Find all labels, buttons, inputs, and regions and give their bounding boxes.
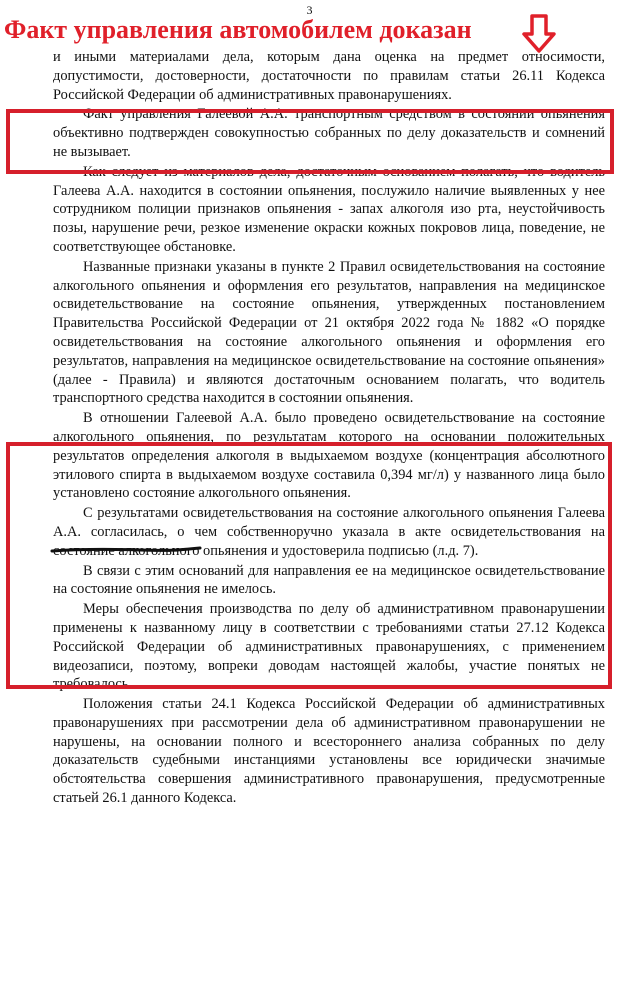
- paragraph-3: Как следует из материалов дела, достаточным основанием полагать, что водитель Галеева А.А. находится в состоянии опьянения, послужило наличие выявленных у нее сотрудником полиции признаков опьянения - запах алкоголя изо рта, неустойчивость позы, нарушение речи, резкое изменение окраски кожных покровов лица, поведение, не соответствующее обстановке.: [53, 163, 605, 255]
- paragraph-6: С результатами освидетельствования на состояние алкогольного опьянения Галеева А.А. согласилась, о чем собственноручно указала в акте освидетельствования на состояние алкогольного опьянения и удостоверила подписью (л.д. 7).: [53, 505, 605, 559]
- headline: Факт управления автомобилем доказан: [4, 15, 472, 44]
- paragraph-5: В отношении Галеевой А.А. было проведено освидетельствование на состояние алкогольного опьянения, по результатам которого на основании положительных результатов определения алкоголя в выдыхаемом воздухе (концентрация абсолютного этилового спирта в выдыхаемом воздухе составила 0,394 мг/л) у названного лица было установлено состояние алкогольного опьянения.: [53, 410, 605, 502]
- page-number: 3: [306, 3, 313, 17]
- paragraph-7: В связи с этим оснований для направления ее на медицинское освидетельствование на состояние опьянения не имелось.: [53, 562, 605, 598]
- paragraph-2: Факт управления Галеевой А.А. транспортным средством в состоянии опьянения объективно подтвержден совокупностью собранных по делу доказательств и сомнений не вызывает.: [53, 106, 605, 160]
- paragraph-9: Положения статьи 24.1 Кодекса Российской Федерации об административных правонарушениях при рассмотрении дела об административном правонарушении не нарушены, на основании полного и всестороннего анализа собранных по делу доказательств судебными инстанциями установлены все юридически значимые обстоятельства совершения административного правонарушения, предусмотренные статьей 26.1 данного Кодекса.: [53, 696, 605, 807]
- paragraph-8: Меры обеспечения производства по делу об административном правонарушении применены к названному лицу в соответствии с требованиями статьи 27.12 Кодекса Российской Федерации об административных правонарушениях, с применением видеозаписи, поэтому, вопреки доводам настоящей жалобы, участие понятых не требовалось.: [53, 601, 605, 693]
- paragraph-4: Названные признаки указаны в пункте 2 Правил освидетельствования на состояние алкогольного опьянения и оформления его результатов, направления на медицинское освидетельствование на состояние опьянения, утвержденных постановлением Правительства Российской Федерации от 21 октября 2022 года № 1882 «О порядке освидетельствования на состояние алкогольного опьянения и оформления его результатов, направления на медицинское освидетельствование на состояние опьянения» (далее - Правила) и являются достаточным основанием полагать, что водитель транспортного средства находится в состоянии опьянения.: [53, 258, 605, 407]
- document-body: [53, 48, 605, 808]
- paragraph-1: и иными материалами дела, которым дана оценка на предмет относимости, допустимости, достоверности, достаточности по правилам статьи 26.11 Кодекса Российской Федерации об административных правонарушениях.: [53, 49, 605, 103]
